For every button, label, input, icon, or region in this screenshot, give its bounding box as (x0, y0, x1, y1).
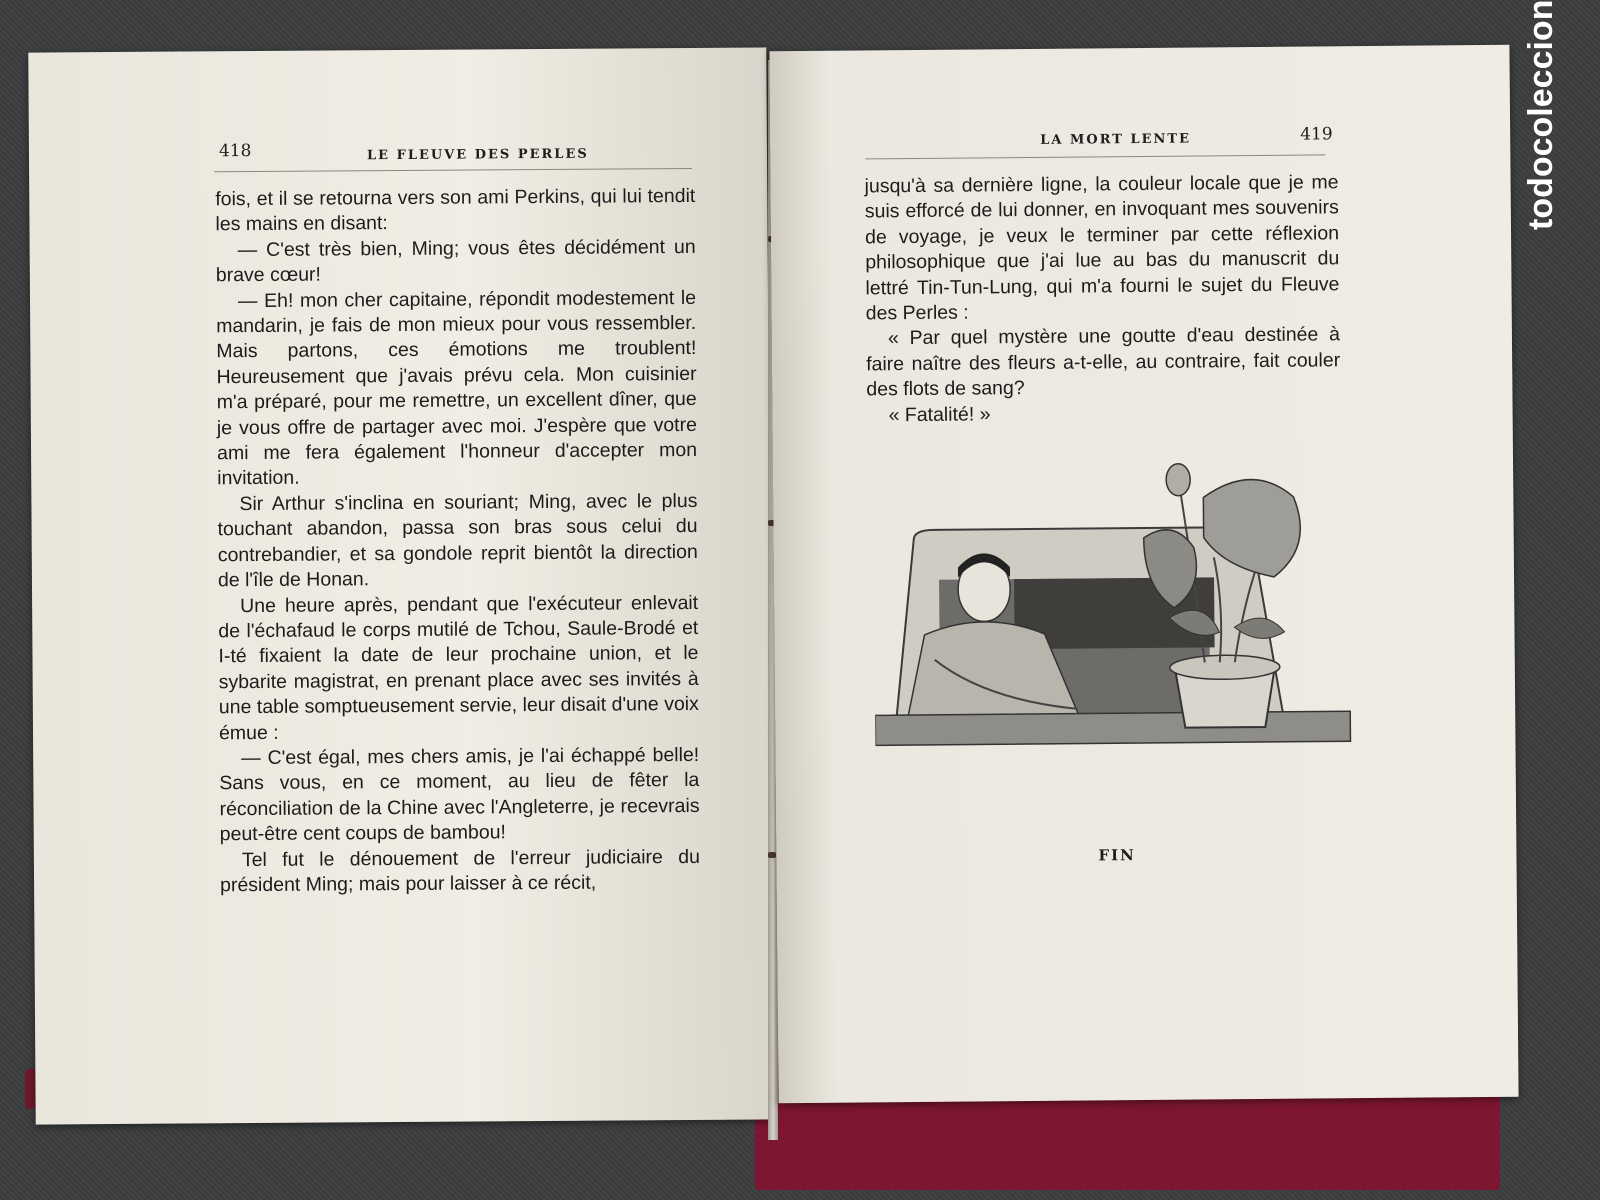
paragraph: Sir Arthur s'inclina en souriant; Ming, avec le plus touchant abandon, passa son bras sous celui du contrebandier, et sa gondole reprit bientôt la direction de l'île de Honan. (217, 489, 698, 592)
right-page (769, 45, 1518, 1103)
paragraph: « Fatalité! » (888, 402, 991, 426)
binding-stitch (768, 852, 776, 858)
paragraph: Tel fut le dénouement de l'erreur judiciaire du président Ming; mais pour laisser à ce récit, (220, 845, 700, 897)
page-number: 419 (1300, 124, 1333, 145)
running-header: LA MORT LENTE (1040, 131, 1192, 148)
page-body-text (215, 184, 700, 899)
end-marker: FIN (1098, 846, 1136, 865)
paragraph: fois, et il se retourna vers son ami Perkins, qui lui tendit les mains en disant: (215, 184, 696, 236)
header-rule (214, 168, 692, 172)
paragraph: jusqu'à sa dernière ligne, la couleur locale que je me suis efforcé de lui donner, en invoquant mes souvenirs de voyage, je veux le terminer par cette réflexion philosophique que j'ai lue au bas du manuscrit du lettré Tin-Tun-Lung, qui m'a fourni le sujet du Fleuve des Perles : (864, 171, 1340, 325)
running-header: LE FLEUVE DES PERLES (366, 146, 589, 164)
paragraph: — C'est très bien, Ming; vous êtes décidément un brave cœur! (215, 235, 696, 287)
paragraph: Une heure après, pendant que l'exécuteur enlevait de l'échafaud le corps mutilé de Tchou, Saule-Brodé et I-té fixaient la date de leur prochaine union, et le sybarite magistrat, en prenant place avec ses invités à une table somptueusement servie, leur disait d'une voix émue : (218, 591, 699, 744)
woman-with-lotus-illustration (873, 456, 1356, 790)
paragraph: — Eh! mon cher capitaine, répondit modestement le mandarin, je fais de mon mieux pour vous ressembler. Mais partons, ces émotions me troublent! Heureusement que j'avais prévu cela. Mon cuisinier m'a préparé, pour me remettre, un excellent dîner, que je vous offre de partager avec moi. J'espère que votre ami me fera également l'honneur d'accepter mon invitation. (216, 286, 698, 490)
watermark-text: todocoleccion (1522, 0, 1560, 231)
paragraph: — C'est égal, mes chers amis, je l'ai échappé belle! Sans vous, en ce moment, au lieu de fêter la réconciliation de la Chine avec l'Angleterre, je recevrais peut-être cent coups de bambou! (219, 743, 700, 846)
page-body-text (865, 170, 1341, 428)
page-number: 418 (218, 141, 252, 162)
header-rule (865, 154, 1325, 159)
left-page (28, 47, 773, 1124)
paragraph: « Par quel mystère une goutte d'eau destinée à faire naître des fleurs a-t-elle, au contraire, fait couler des flots de sang? (866, 323, 1341, 401)
